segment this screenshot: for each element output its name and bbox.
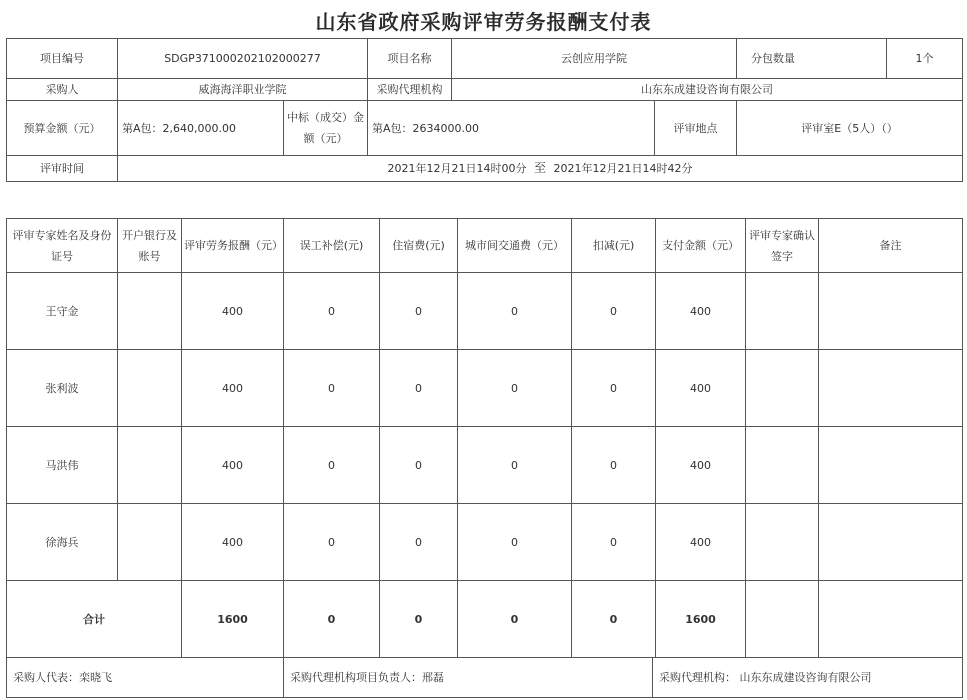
header-travel: 城市间交通费（元） [458,219,572,273]
lots-value: 1个 [887,39,963,79]
table-row [7,504,963,581]
time-value [118,156,963,182]
lost-work: 0 [284,350,380,427]
remark [819,350,963,427]
total-signature [746,581,819,658]
budget-label: 预算金额（元） [7,101,118,156]
hotel: 0 [380,427,458,504]
total-payment: 1600 [656,581,746,658]
agency-label: 采购代理机构 [368,79,452,101]
deduction: 0 [572,350,656,427]
buyer-representative: 采购人代表：栾晓飞 [7,658,284,698]
expert-name: 王守金 [7,273,118,350]
total-review-fee: 1600 [182,581,284,658]
total-hotel: 0 [380,581,458,658]
lost-work: 0 [284,273,380,350]
table-row [7,427,963,504]
expert-fee-table [6,218,963,658]
deduction: 0 [572,504,656,581]
page-title: 山东省政府采购评审劳务报酬支付表 [315,10,652,34]
travel: 0 [458,350,572,427]
header-bank-account: 开户银行及账号 [118,219,182,273]
remark [819,273,963,350]
project-no-value: SDGP371000202102000277 [118,39,368,79]
time-separator: 至 [533,161,546,175]
project-info-table [6,38,963,182]
signature-footer-table [6,657,963,698]
review-fee: 400 [182,427,284,504]
travel: 0 [458,427,572,504]
review-fee: 400 [182,273,284,350]
payment: 400 [656,350,746,427]
remark [819,427,963,504]
lost-work: 0 [284,504,380,581]
signature [746,504,819,581]
time-start: 2021年12月21日14时00分 [387,162,527,175]
bank-account [118,504,182,581]
header-lost-work: 误工补偿(元) [284,219,380,273]
bank-account [118,350,182,427]
payment: 400 [656,427,746,504]
award-label: 中标（成交）金额（元） [284,101,368,156]
time-label: 评审时间 [7,156,118,182]
total-row [7,581,963,658]
hotel: 0 [380,273,458,350]
expert-table-header [7,219,963,273]
agency-name: 采购代理机构： 山东东成建设咨询有限公司 [653,658,963,698]
table-row [7,350,963,427]
signature [746,350,819,427]
time-end: 2021年12月21日14时42分 [553,162,693,175]
buyer-value: 威海海洋职业学院 [118,79,368,101]
expert-name: 张利波 [7,350,118,427]
total-deduction: 0 [572,581,656,658]
agency-project-lead: 采购代理机构项目负责人：邢磊 [284,658,653,698]
project-name-value: 云创应用学院 [452,39,737,79]
project-name-label: 项目名称 [368,39,452,79]
payment: 400 [656,273,746,350]
travel: 0 [458,504,572,581]
signature [746,273,819,350]
review-fee: 400 [182,504,284,581]
deduction: 0 [572,273,656,350]
total-lost-work: 0 [284,581,380,658]
payment: 400 [656,504,746,581]
header-deduction: 扣减(元) [572,219,656,273]
venue-label: 评审地点 [655,101,737,156]
header-hotel: 住宿费(元) [380,219,458,273]
hotel: 0 [380,350,458,427]
award-value: 第A包：2634000.00 [368,101,655,156]
signature [746,427,819,504]
header-expert-name: 评审专家姓名及身份证号 [7,219,118,273]
venue-value: 评审室E（5人）（） [737,101,963,156]
total-label: 合计 [7,581,182,658]
expert-name: 马洪伟 [7,427,118,504]
bank-account [118,273,182,350]
deduction: 0 [572,427,656,504]
travel: 0 [458,273,572,350]
expert-name: 徐海兵 [7,504,118,581]
budget-value: 第A包：2,640,000.00 [118,101,284,156]
total-remark [819,581,963,658]
hotel: 0 [380,504,458,581]
buyer-label: 采购人 [7,79,118,101]
bank-account [118,427,182,504]
header-review-fee: 评审劳务报酬（元） [182,219,284,273]
lots-label: 分包数量 [737,39,887,79]
header-payment: 支付金额（元） [656,219,746,273]
remark [819,504,963,581]
total-travel: 0 [458,581,572,658]
lost-work: 0 [284,427,380,504]
project-no-label: 项目编号 [7,39,118,79]
header-remark: 备注 [819,219,963,273]
agency-value: 山东东成建设咨询有限公司 [452,79,963,101]
header-signature: 评审专家确认签字 [746,219,819,273]
review-fee: 400 [182,350,284,427]
table-row [7,273,963,350]
